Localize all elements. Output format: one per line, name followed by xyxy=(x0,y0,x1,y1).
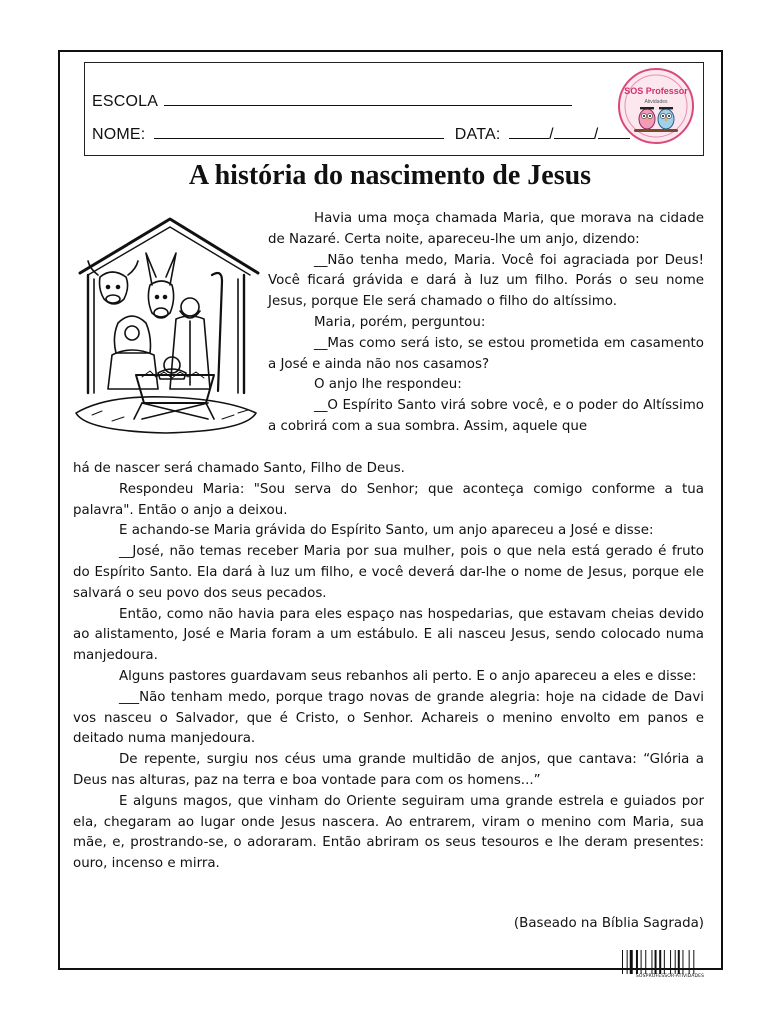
name-date-line xyxy=(92,124,630,144)
barcode-icon xyxy=(622,950,716,976)
name-blank[interactable] xyxy=(154,124,444,139)
date-slash: / xyxy=(593,126,599,143)
paragraph: Então, como não havia para eles espaço nas hospedarias, que estavam cheias devido ao alistamento, José e Maria foram a um estábulo. E ali nasceu Jesus, sendo colocado numa manjedoura. xyxy=(73,606,704,664)
date-month-blank[interactable] xyxy=(554,124,594,139)
paragraph: __Mas como será isto, se estou prometida em casamento a José e ainda não nos casamos? xyxy=(268,335,704,372)
story-text-full xyxy=(73,459,704,875)
paragraph: O anjo lhe respondeu: xyxy=(314,377,462,393)
paragraph: E alguns magos, que vinham do Oriente seguiram uma grande estrela e guiados por ela, chegaram ao lugar onde Jesus nascera. Ao entrarem, viram o menino com Maria, sua mãe, e, prostrando-se, o adoraram. Então abriram os seus tesouros e lhe deram presentes: ouro, incenso e mirra. xyxy=(73,793,704,872)
date-slash: / xyxy=(549,126,554,143)
date-day-blank[interactable] xyxy=(509,124,549,139)
paragraph: Havia uma moça chamada Maria, que morava na cidade de Nazaré. Certa noite, apareceu-lhe um anjo, dizendo: xyxy=(268,211,704,247)
sos-professor-logo xyxy=(616,66,696,146)
paragraph: __O Espírito Santo virá sobre você, e o poder do Altíssimo a cobrirá com a sua sombra. Assim, aquele que xyxy=(268,398,704,434)
paragraph: ___Não tenham medo, porque trago novas de grande alegria: hoje na cidade de Davi vos nasceu o Salvador, que é Cristo, o Senhor. Achareis o menino envolto em panos e deitado numa manjedoura. xyxy=(73,689,704,747)
paragraph: E achando-se Maria grávida do Espírito Santo, um anjo apareceu a José e disse: xyxy=(119,523,654,539)
nativity-scene-illustration xyxy=(72,215,260,445)
paragraph: __Não tenha medo, Maria. Você foi agraciada por Deus! Você ficará grávida e dará à luz um filho. Porás o seu nome Jesus, porque Ele será chamado o filho do altíssimo. xyxy=(268,252,704,310)
paragraph-continued: há de nascer será chamado Santo, Filho de Deus. xyxy=(73,461,405,476)
source-citation: (Baseado na Bíblia Sagrada) xyxy=(513,916,704,931)
page-title: A história do nascimento de Jesus xyxy=(188,160,592,191)
school-label: ESCOLA xyxy=(92,93,158,110)
date-label: DATA: xyxy=(454,126,501,143)
paragraph: Respondeu Maria: "Sou serva do Senhor; que aconteça comigo conforme a tua palavra". Então o anjo a deixou. xyxy=(73,481,704,518)
story-text-top xyxy=(268,209,704,438)
paragraph: Alguns pastores guardavam seus rebanhos ali perto. E o anjo apareceu a eles e disse: xyxy=(119,668,697,684)
name-label: NOME: xyxy=(92,126,146,143)
logo-subtext: Atividades xyxy=(644,99,668,105)
paragraph: Maria, porém, perguntou: xyxy=(314,314,486,330)
school-line xyxy=(92,91,572,111)
barcode-text: SOSPROFESSOR-ATIVIDADES xyxy=(635,974,705,979)
logo-text: SOS Professor xyxy=(624,86,688,96)
paragraph: __José, não temas receber Maria por sua mulher, pois o que nela está gerado é fruto do Espírito Santo. Ela dará à luz um filho, e você deverá dar-lhe o nome de Jesus, porque ele salvará o seu povo dos seus pecados. xyxy=(73,544,704,601)
school-blank[interactable] xyxy=(164,91,572,106)
paragraph: De repente, surgiu nos céus uma grande multidão de anjos, que cantava: “Glória a Deus nas alturas, paz na terra e boa vontade para com os homens...” xyxy=(73,752,704,788)
